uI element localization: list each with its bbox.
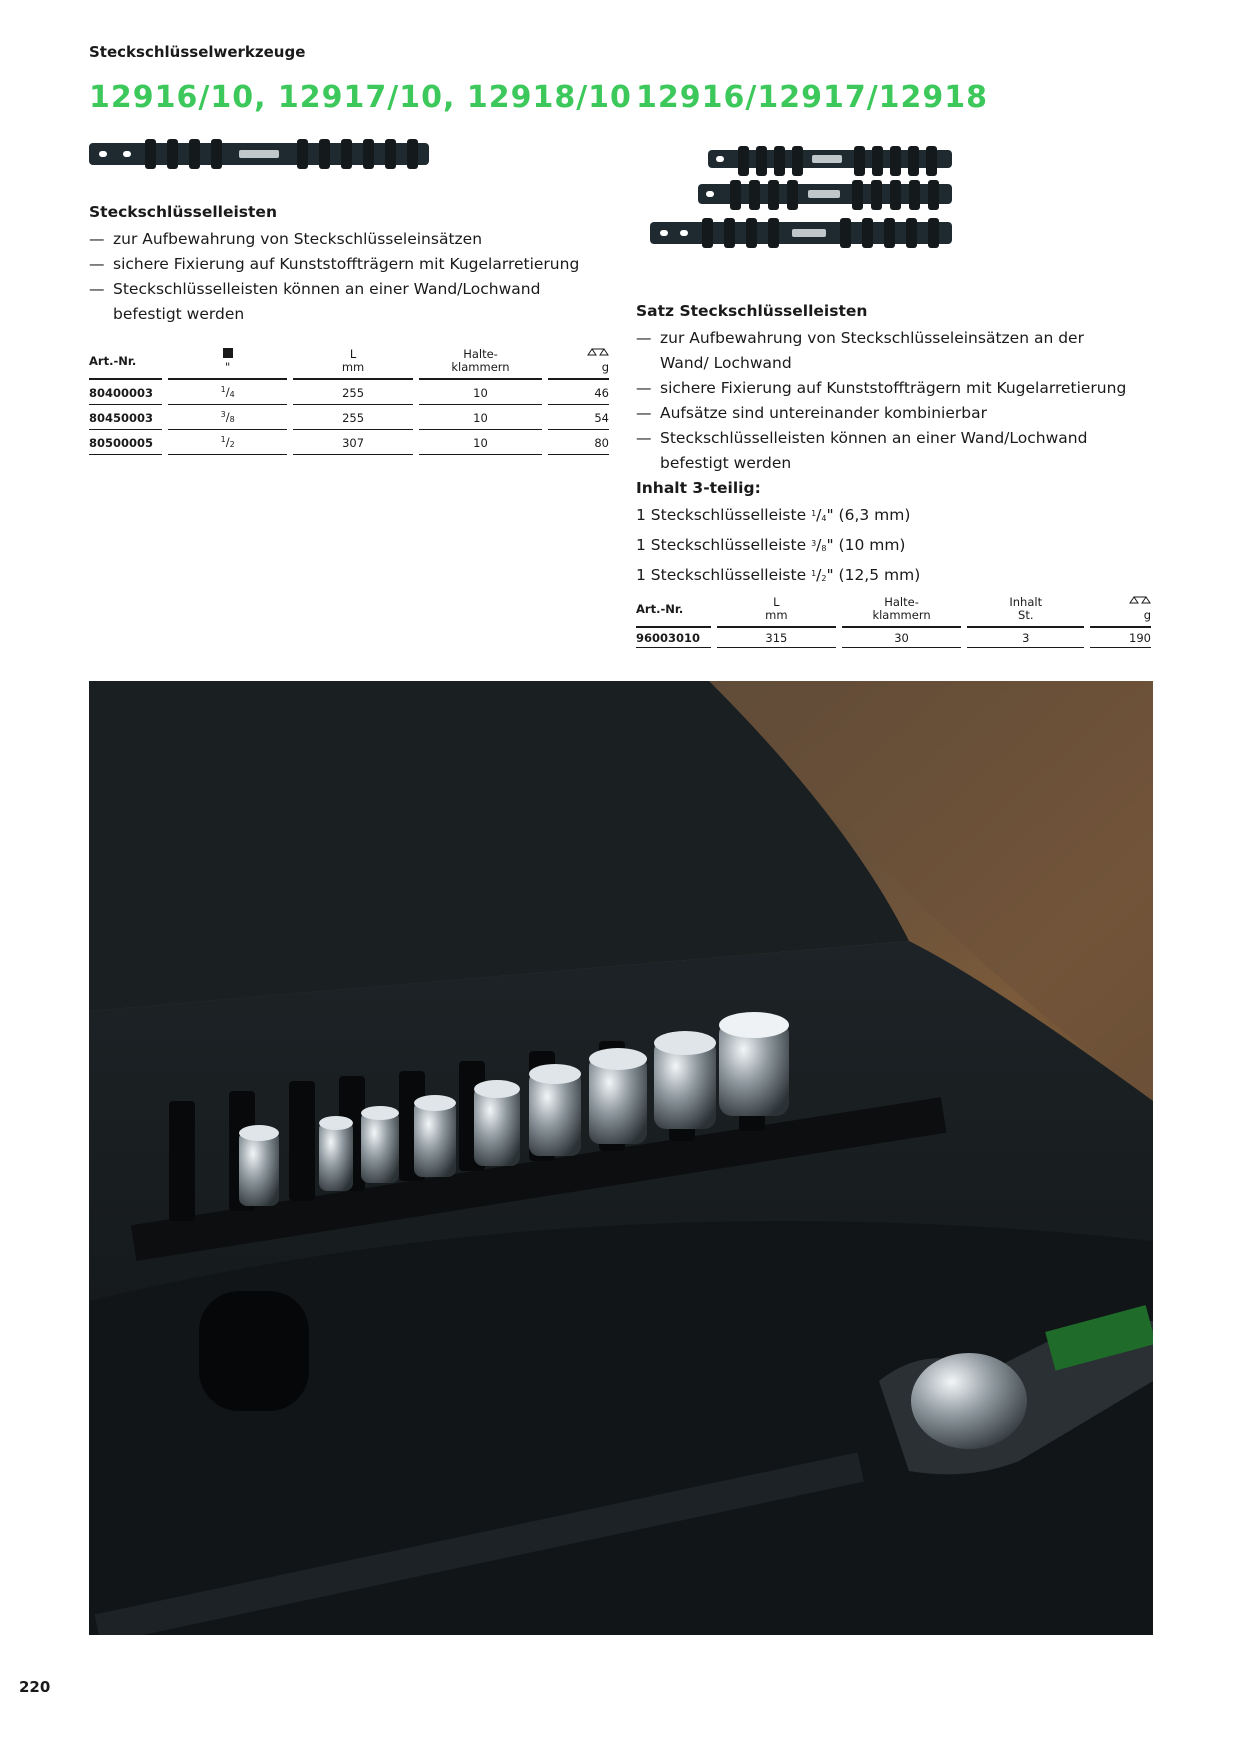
square-drive-icon	[223, 348, 233, 358]
scale-icon	[587, 348, 609, 358]
rail-clip	[756, 146, 767, 176]
left-spec-table	[83, 348, 615, 455]
col-drive: "	[168, 348, 286, 380]
table-row: 96003010 315 30 3 190	[636, 628, 1151, 648]
table-row: 80450003 $^3/_8$ 255 10 54	[89, 405, 609, 430]
contents-item: 1 Steckschlüsselleiste $^1/_4$" (6,3 mm)	[636, 506, 911, 524]
product-title-left: 12916/10, 12917/10, 12918/10	[89, 80, 632, 115]
product-image-single-rail	[89, 138, 429, 170]
rail-clip	[909, 180, 920, 210]
rail-clip	[792, 146, 803, 176]
left-feature-list	[89, 227, 589, 327]
rail-hole	[716, 156, 724, 162]
rail-clip	[928, 218, 939, 248]
rail-clip	[189, 139, 200, 169]
rail-clip	[724, 218, 735, 248]
feature-item: — Steckschlüsselleisten können an einer Wand/Lochwand befestigt werden	[89, 277, 579, 327]
rail-clip	[852, 180, 863, 210]
scale-icon	[1129, 596, 1151, 606]
product-image-rail-set	[650, 146, 950, 250]
rail-clip	[928, 180, 939, 210]
feature-item: — zur Aufbewahrung von Steckschlüsseleinsätzen an der Wand/ Lochwand	[636, 326, 1136, 376]
rail-clip	[908, 146, 919, 176]
rail-hole	[123, 151, 131, 157]
rail-clip	[890, 180, 901, 210]
product-photo	[89, 681, 1153, 1635]
feature-item: — sichere Fixierung auf Kunststoffträgern mit Kugelarretierung	[636, 376, 1156, 401]
feature-item: — Aufsätze sind untereinander kombinierbar	[636, 401, 1156, 426]
rail-hole	[99, 151, 107, 157]
rail-clip	[702, 218, 713, 248]
rail-bar	[708, 150, 952, 168]
rail-clip	[884, 218, 895, 248]
rail-clip	[926, 146, 937, 176]
rail-clip	[341, 139, 352, 169]
feature-item: — sichere Fixierung auf Kunststoffträgern mit Kugelarretierung	[89, 252, 589, 277]
section-label: Steckschlüsselwerkzeuge	[89, 43, 306, 61]
rail-clip	[872, 146, 883, 176]
socket-set-photo	[89, 681, 1153, 1635]
col-length: L mm	[293, 348, 413, 380]
stahlwille-logo	[239, 150, 279, 158]
rail-clip	[363, 139, 374, 169]
table-row: 80400003 $^1/_4$ 255 10 46	[89, 380, 609, 405]
rail-clip	[768, 218, 779, 248]
stahlwille-logo	[808, 190, 840, 198]
rail-hole	[706, 191, 714, 197]
contents-item: 1 Steckschlüsselleiste $^3/_8$" (10 mm)	[636, 536, 906, 554]
rail-clip	[768, 180, 779, 210]
col-weight: g	[1090, 596, 1151, 628]
rail-clip	[871, 180, 882, 210]
rail-clip	[749, 180, 760, 210]
rail-clip	[738, 146, 749, 176]
col-art-nr: Art.-Nr.	[89, 348, 162, 380]
rail-hole	[680, 230, 688, 236]
rail-clip	[319, 139, 330, 169]
rail-clip	[840, 218, 851, 248]
right-spec-table	[630, 596, 1157, 648]
feature-item: — Steckschlüsselleisten können an einer Wand/Lochwand befestigt werden	[636, 426, 1136, 476]
rail-clip	[297, 139, 308, 169]
feature-item: — zur Aufbewahrung von Steckschlüsseleinsätzen	[89, 227, 589, 252]
right-heading: Satz Steckschlüsselleisten	[636, 302, 868, 320]
rail-clip	[906, 218, 917, 248]
left-heading: Steckschlüsselleisten	[89, 203, 277, 221]
rail-clip	[862, 218, 873, 248]
rail-clip	[211, 139, 222, 169]
rail-clip	[167, 139, 178, 169]
rail-clip	[385, 139, 396, 169]
col-weight: g	[548, 348, 609, 380]
rail-clip	[730, 180, 741, 210]
contents-item: 1 Steckschlüsselleiste $^1/_2$" (12,5 mm)	[636, 566, 921, 584]
table-row: 80500005 $^1/_2$ 307 10 80	[89, 430, 609, 455]
product-title-right: 12916/12917/12918	[636, 80, 989, 115]
right-feature-list	[636, 326, 1156, 476]
rail-clip	[890, 146, 901, 176]
page-number: 220	[19, 1678, 51, 1696]
rail-bar	[698, 184, 952, 204]
contents-list	[636, 501, 920, 591]
rail-bar	[650, 222, 952, 244]
rail-clip	[774, 146, 785, 176]
col-length: L mm	[717, 596, 836, 628]
col-art-nr: Art.-Nr.	[636, 596, 711, 628]
rail-hole	[660, 230, 668, 236]
stahlwille-logo	[792, 229, 826, 237]
col-clamps: Halte- klammern	[419, 348, 541, 380]
rail-clip	[407, 139, 418, 169]
stahlwille-logo	[812, 155, 842, 163]
col-content: Inhalt St.	[967, 596, 1084, 628]
contents-heading: Inhalt 3-teilig:	[636, 479, 761, 497]
rail-clip	[787, 180, 798, 210]
rail-clip	[746, 218, 757, 248]
col-clamps: Halte- klammern	[842, 596, 961, 628]
rail-bar	[89, 143, 429, 165]
rail-clip	[854, 146, 865, 176]
rail-clip	[145, 139, 156, 169]
